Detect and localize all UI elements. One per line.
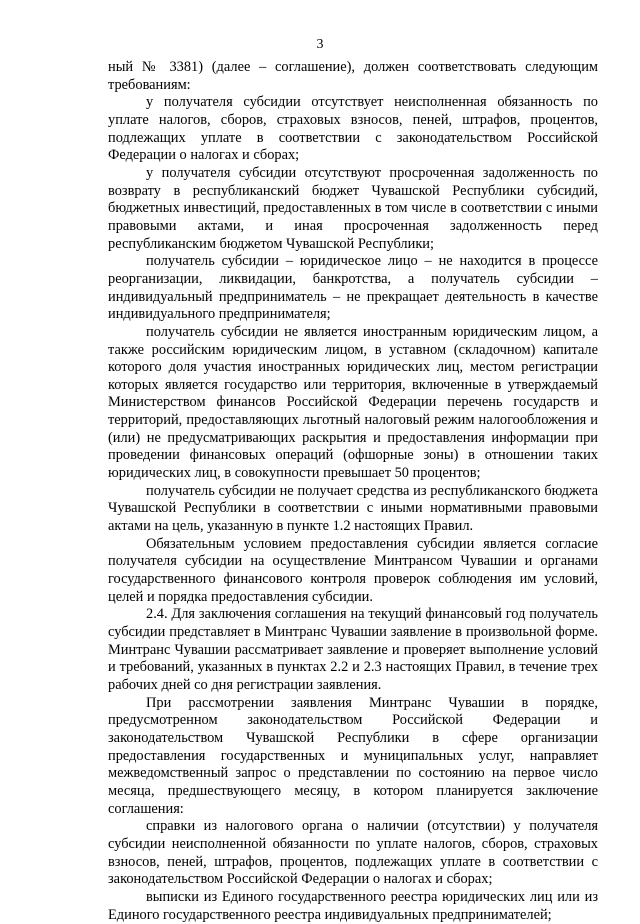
paragraph-registry-extract: выписки из Единого государственного реестра юридических лиц или из Единого государственного реестра индивидуальных предпринимателей; xyxy=(108,888,598,923)
paragraph-mandatory-condition: Обязательным условием предоставления субсидии является согласие получателя субсидии на осуществление Минтрансом Чувашии и органами государственного финансового контроля проверок соблюдения им условий, целей и порядка предоставления субсидии. xyxy=(108,535,598,605)
paragraph-section-2-4: 2.4. Для заключения соглашения на текущий финансовый год получатель субсидии представляет в Минтранс Чувашии заявление в произвольной форме. Минтранс Чувашии рассматривает заявление и проверяет выполнение условий и требований, указанных в пунктах 2.2 и 2.3 настоящих Правил, в течение трех рабочих дней со дня регистрации заявления. xyxy=(108,606,598,693)
page-number: 3 xyxy=(316,37,324,52)
paragraph-continuation: ный № 3381) (далее – соглашение), должен соответствовать следующим требованиям: xyxy=(108,59,598,93)
paragraph-reorganization: получатель субсидии – юридическое лицо – не находится в процессе реорганизации, ликвидации, банкротства, а получатель субсидии – индивидуальный предприниматель – не прекращает деятельность в качестве индивидуального предпринимателя; xyxy=(108,253,598,323)
paragraph-overdue-debt: у получателя субсидии отсутствуют просроченная задолженность по возврату в республиканский бюджет Чувашской Республики субсидий, бюджетных инвестиций, предоставленных в том числе в соответствии с иными правовыми актами, и иная просроченная задолженность перед республиканским бюджетом Чувашской Республики; xyxy=(108,164,598,252)
paragraph-interagency-request: При рассмотрении заявления Минтранс Чувашии в порядке, предусмотренном законодательством Российской Федерации и законодательством Чувашской Республики в сфере организации предоставления государственных и муниципальных услуг, направляет межведомственный запрос о представлении по состоянию на первое число месяца, предшествующего месяцу, в котором планируется заключение соглашения: xyxy=(108,694,598,817)
paragraph-tax-obligation: у получателя субсидии отсутствует неисполненная обязанность по уплате налогов, сборов, страховых взносов, пеней, штрафов, процентов, подлежащих уплате в соответствии с законодательством Российской Федерации о налогах и сборах; xyxy=(108,94,598,164)
paragraph-foreign-entity: получатель субсидии не является иностранным юридическим лицом, а также российским юридическим лицом, в уставном (складочном) капитале которого доля участия иностранных юридических лиц, местом регистрации которых является государство или территория, включенные в утверждаемый Министерством финансов Российской Федерации перечень государств и территорий, предоставляющих льготный налоговый режим налогообложения и (или) не предусматривающих раскрытия и предоставления информации при проведении финансовых операций (офшорные зоны) в отношении таких юридических лиц, в совокупности превышает 50 процентов; xyxy=(108,323,598,482)
paragraph-other-funds: получатель субсидии не получает средства из республиканского бюджета Чувашской Республики в соответствии с иными нормативными правовыми актами на цель, указанную в пункте 1.2 настоящих Правил. xyxy=(108,482,598,535)
paragraph-tax-certificate: справки из налогового органа о наличии (отсутствии) у получателя субсидии неисполненной обязанности по уплате налогов, сборов, страховых взносов, пеней, штрафов, процентов, подлежащих уплате в соответствии с законодательством Российской Федерации о налогах и сборах; xyxy=(108,818,598,888)
document-body xyxy=(108,59,598,924)
